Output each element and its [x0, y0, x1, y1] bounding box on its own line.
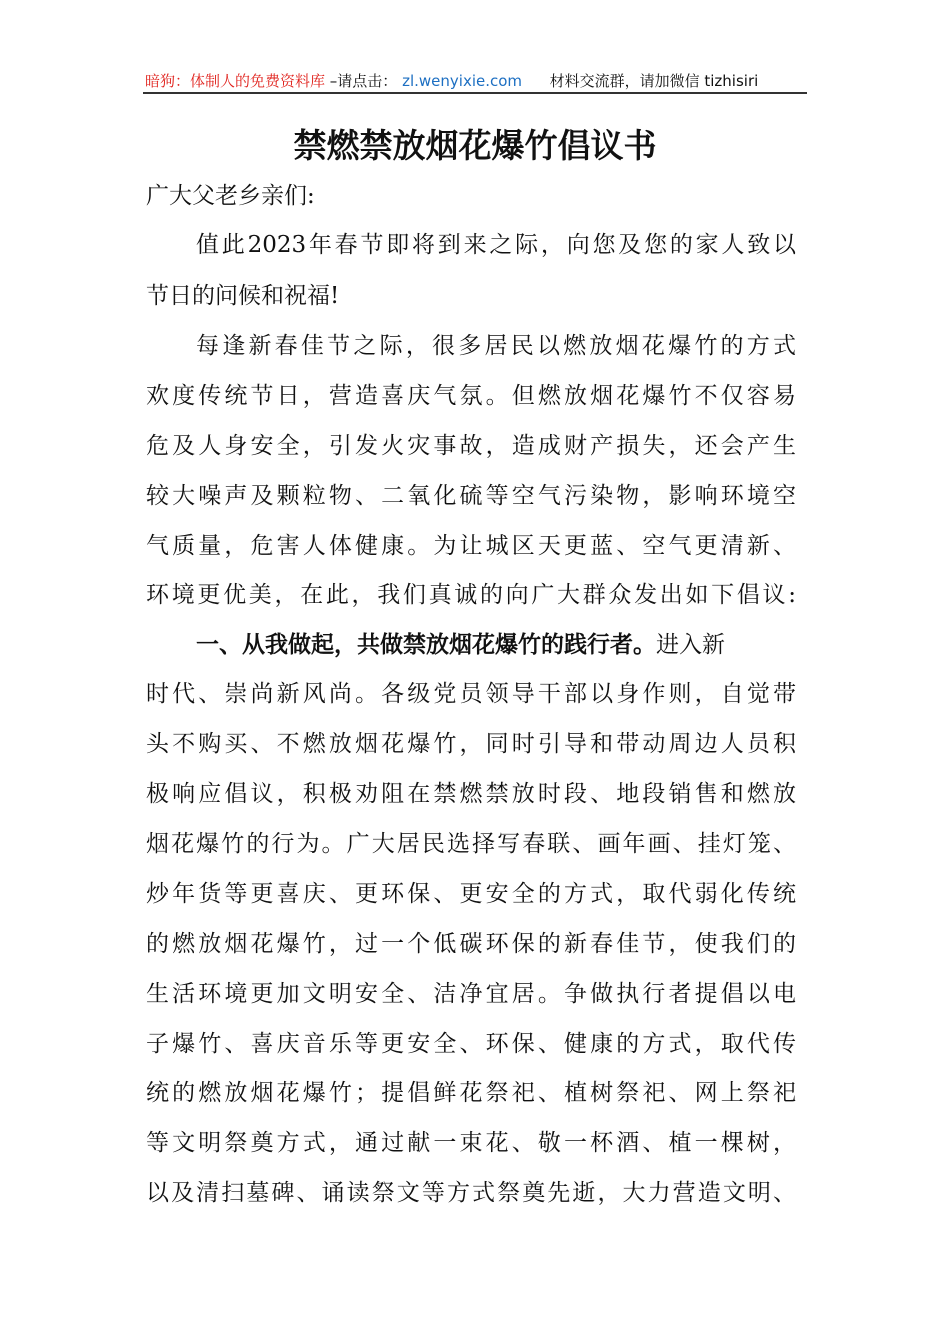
- paragraph-line: 欢度传统节日，营造喜庆气氛。但燃放烟花爆竹不仅容易: [146, 383, 796, 409]
- header-brand: 暗狗：体制人的免费资料库: [145, 72, 326, 90]
- paragraph-line: 时代、崇尚新风尚。各级党员领导干部以身作则，自觉带: [146, 681, 796, 707]
- section-heading-tail: 进入新: [656, 632, 725, 658]
- paragraph-line: 烟花爆竹的行为。广大居民选择写春联、画年画、挂灯笼、: [146, 831, 796, 857]
- paragraph-line: 的燃放烟花爆竹，过一个低碳环保的新春佳节，使我们的: [146, 931, 796, 957]
- paragraph-line: 每逢新春佳节之际，很多居民以燃放烟花爆竹的方式: [196, 333, 796, 359]
- paragraph-line: 等文明祭奠方式，通过献一束花、敬一杯酒、植一棵树，: [146, 1130, 796, 1156]
- paragraph-line: 头不购买、不燃放烟花爆竹，同时引导和带动周边人员积: [146, 731, 796, 757]
- section-heading: 一、从我做起，共做禁放烟花爆竹的践行者。: [196, 632, 656, 658]
- paragraph-line: 危及人身安全，引发火灾事故，造成财产损失，还会产生: [146, 433, 796, 459]
- page-title: 禁燃禁放烟花爆竹倡议书: [293, 126, 657, 165]
- paragraph-line: 气质量，危害人体健康。为让城区天更蓝、空气更清新、: [146, 533, 796, 559]
- header-group: 材料交流群，请加微信 tizhisiri: [549, 72, 759, 90]
- header-divider: [143, 92, 807, 94]
- paragraph-line: 炒年货等更喜庆、更环保、更安全的方式，取代弱化传统: [146, 881, 796, 907]
- paragraph-line: 值此2023年春节即将到来之际，向您及您的家人致以: [196, 232, 796, 258]
- page-header: [145, 70, 805, 91]
- paragraph-line: 统的燃放烟花爆竹；提倡鲜花祭祀、植树祭祀、网上祭祀: [146, 1080, 796, 1106]
- paragraph-line: [146, 630, 796, 660]
- paragraph-line: 生活环境更加文明安全、洁净宜居。争做执行者提倡以电: [146, 981, 796, 1007]
- paragraph-line: 节日的问候和祝福!: [146, 283, 340, 309]
- salutation: 广大父老乡亲们:: [146, 183, 315, 209]
- paragraph-line: 极响应倡议，积极劝阻在禁燃禁放时段、地段销售和燃放: [146, 781, 796, 807]
- paragraph-line: 较大噪声及颗粒物、二氧化硫等空气污染物，影响环境空: [146, 483, 796, 509]
- header-prompt: –请点击：: [329, 72, 398, 90]
- header-url-link[interactable]: zl.wenyixie.com: [402, 72, 523, 90]
- paragraph-line: 以及清扫墓碑、诵读祭文等方式祭奠先逝，大力营造文明、: [146, 1180, 796, 1206]
- paragraph-line: 环境更优美，在此，我们真诚的向广大群众发出如下倡议:: [146, 582, 796, 608]
- paragraph-line: 子爆竹、喜庆音乐等更安全、环保、健康的方式，取代传: [146, 1031, 796, 1057]
